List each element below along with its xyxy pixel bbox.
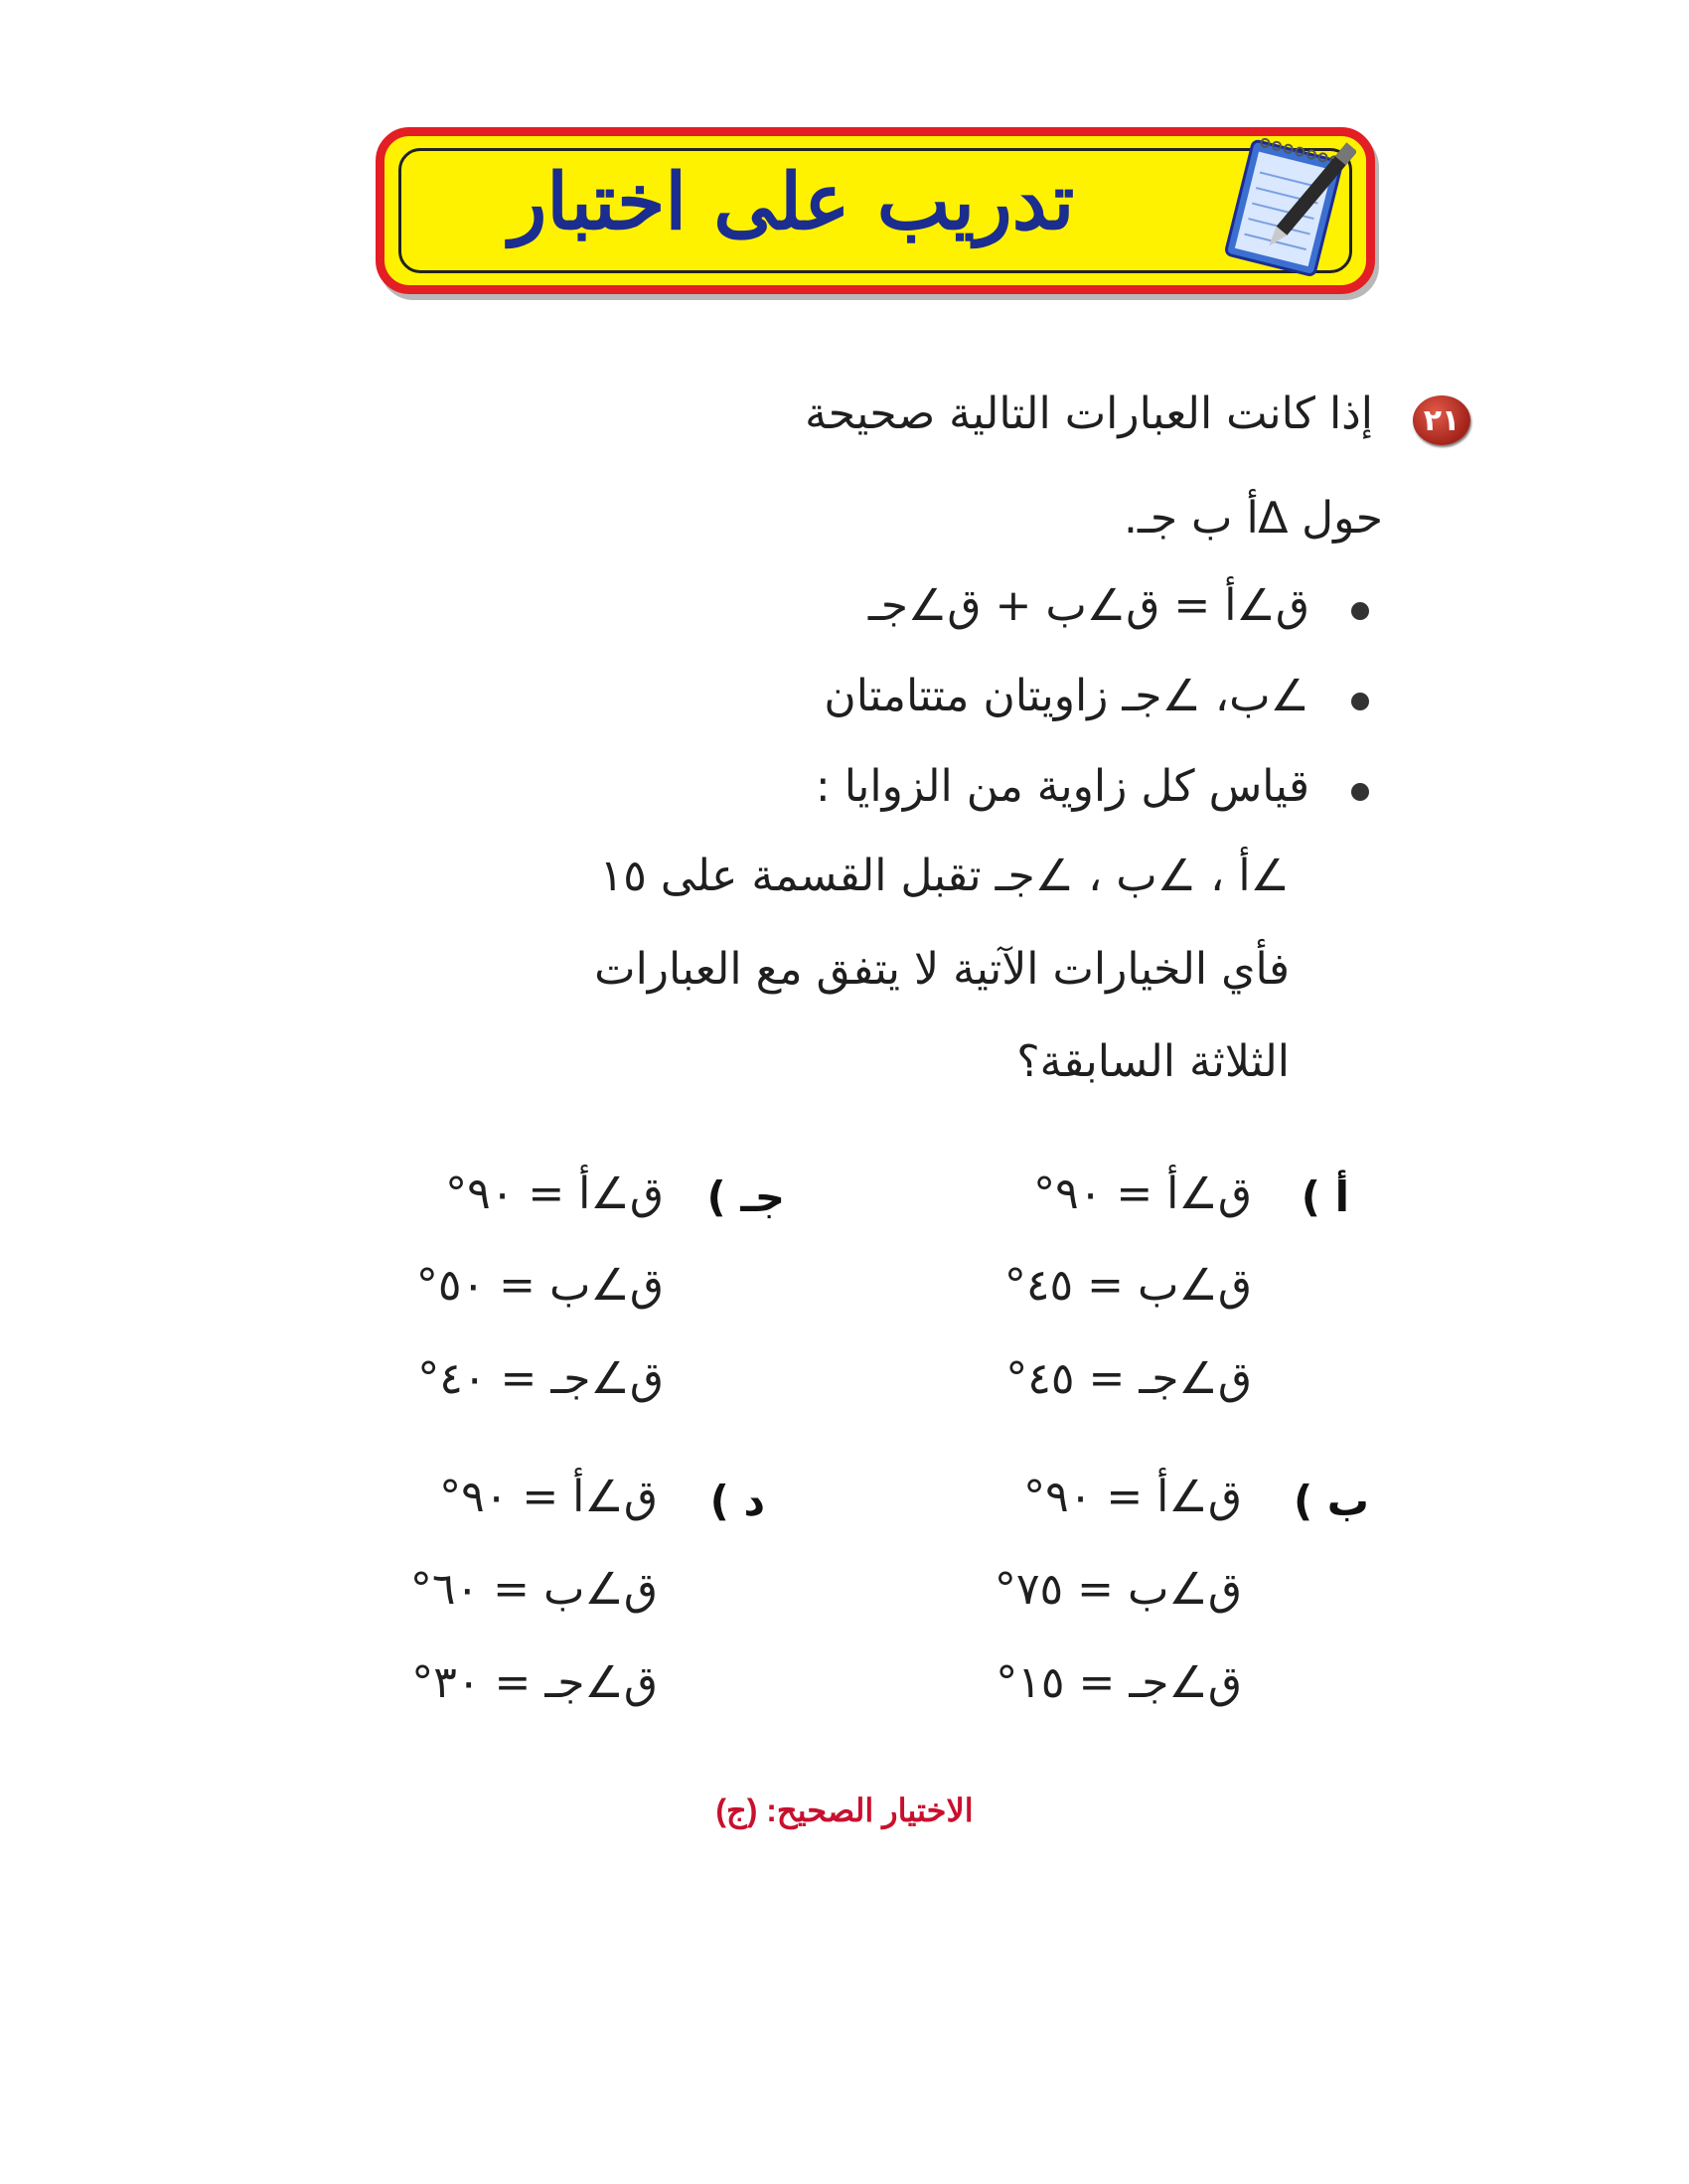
option-c-line-1: ق∠أ = ٩٠°: [445, 1169, 664, 1219]
option-d-line-3: ق∠جـ = ٣٠°: [411, 1657, 658, 1708]
correct-answer: الاختيار الصحيح: (ج): [715, 1793, 974, 1828]
option-d-line-1: ق∠أ = ٩٠°: [439, 1472, 658, 1522]
notepad-pen-icon: [1217, 120, 1356, 289]
option-a-line-2: ق∠ب = ٤٥°: [1003, 1260, 1252, 1311]
title-banner: [376, 127, 1375, 294]
option-d-line-2: ق∠ب = ٦٠°: [409, 1564, 658, 1615]
question-intro-line1: إذا كانت العبارات التالية صحيحة: [805, 389, 1373, 439]
question-prompt-line1: فأي الخيارات الآتية لا يتفق مع العبارات: [594, 944, 1290, 995]
option-c-line-2: ق∠ب = ٥٠°: [415, 1260, 664, 1311]
option-d-letter: د ): [709, 1477, 765, 1525]
option-c-letter: جـ ): [706, 1172, 785, 1221]
question-intro-line2: حول ∆أ ب جـ.: [1123, 493, 1383, 544]
option-b-line-2: ق∠ب = ٧٥°: [994, 1564, 1242, 1615]
bullet-3-continuation: ∠أ ، ∠ب ، ∠جـ تقبل القسمة على ١٥: [599, 851, 1290, 901]
option-c-line-3: ق∠جـ = ٤٠°: [417, 1353, 664, 1404]
option-a-letter: أ ): [1301, 1172, 1349, 1221]
banner-title: تدريب على اختبار: [509, 157, 1075, 247]
option-a-line-1: ق∠أ = ٩٠°: [1033, 1169, 1252, 1219]
question-prompt-line2: الثلاثة السابقة؟: [1016, 1036, 1290, 1087]
bullet-1: [1351, 602, 1369, 620]
option-a-line-3: ق∠جـ = ٤٥°: [1005, 1353, 1252, 1404]
option-b-letter: ب ): [1293, 1477, 1369, 1525]
bullet-text-3: قياس كل زاوية من الزوايا :: [815, 761, 1309, 812]
option-b-line-3: ق∠جـ = ١٥°: [996, 1657, 1242, 1708]
bullet-text-1: ق∠أ = ق∠ب + ق∠جـ: [867, 580, 1309, 631]
option-b-line-1: ق∠أ = ٩٠°: [1023, 1472, 1242, 1522]
question-number-badge: ٢١: [1413, 395, 1470, 445]
bullet-2: [1351, 693, 1369, 710]
bullet-text-2: ∠ب، ∠جـ زاويتان متتامتان: [824, 671, 1309, 721]
bullet-3: [1351, 783, 1369, 801]
